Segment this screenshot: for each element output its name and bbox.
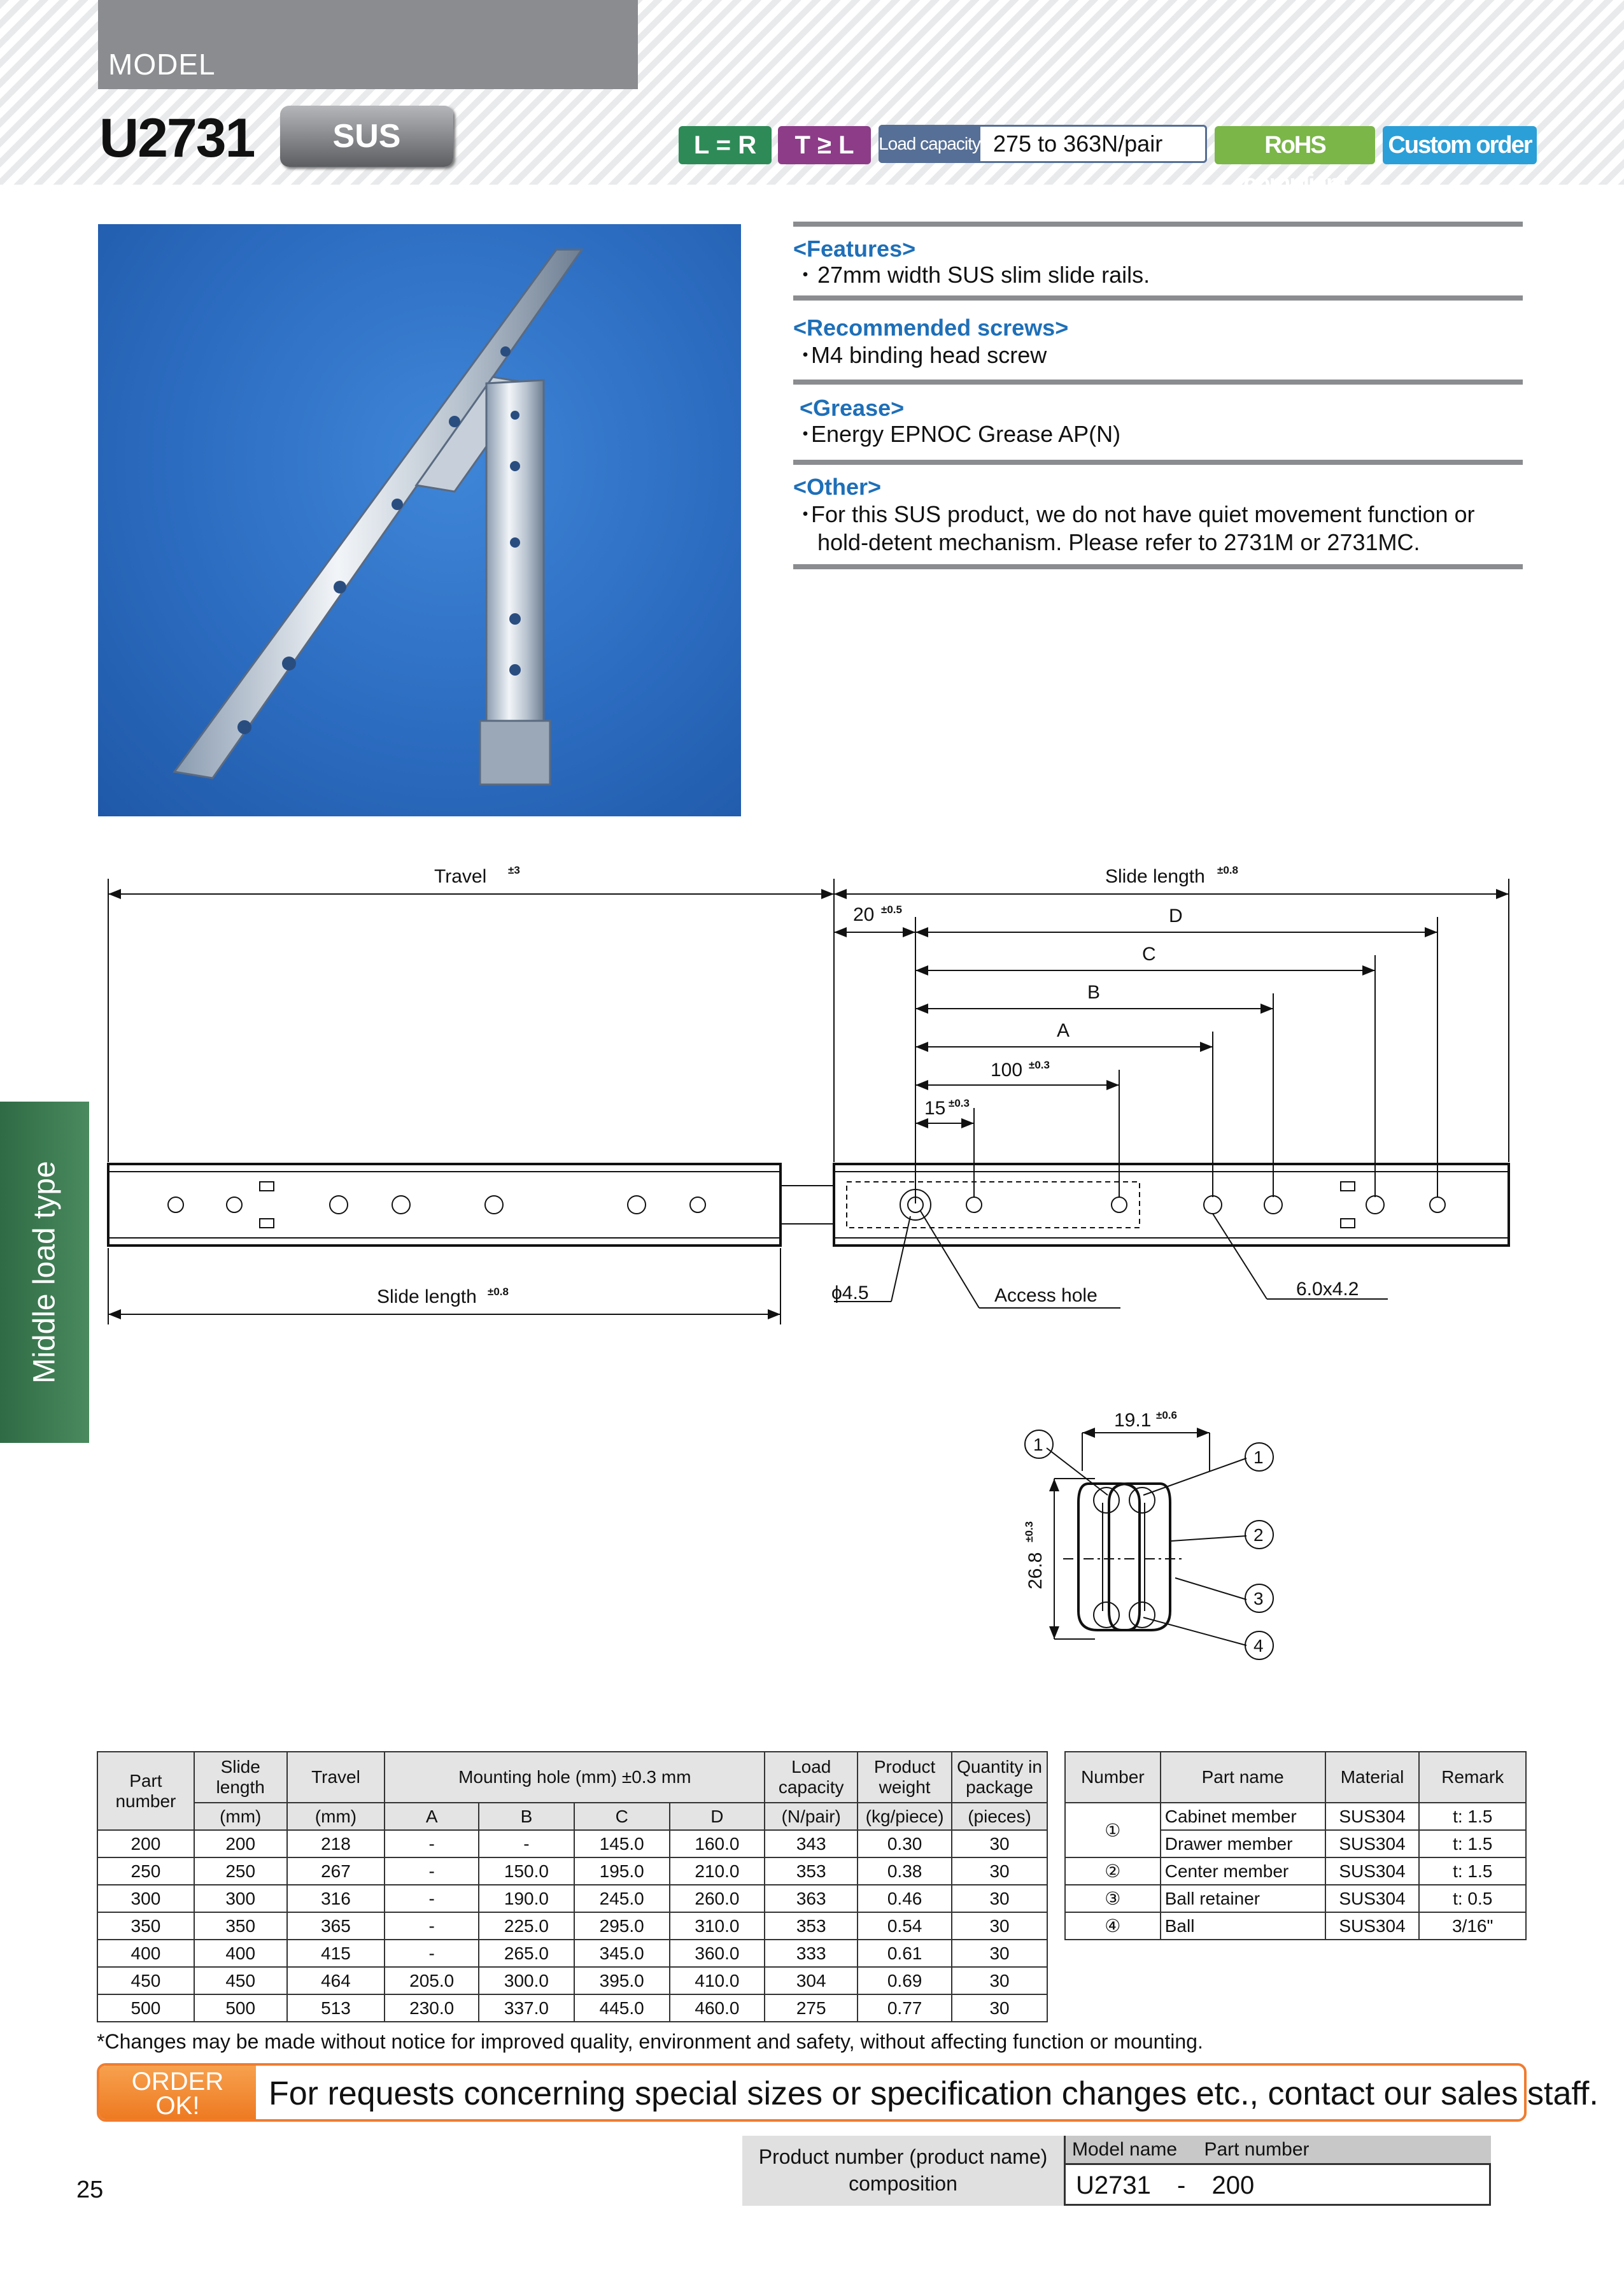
model-name-header: Model name: [1072, 2139, 1178, 2160]
table-cell: 30: [952, 1967, 1047, 1994]
separator: -: [1177, 2171, 1186, 2199]
table-cell: 145.0: [574, 1830, 670, 1857]
other-title: <Other>: [793, 474, 882, 500]
table-cell: 0.54: [858, 1912, 952, 1940]
material-badge: SUS: [280, 106, 453, 167]
th-slide-length: Slide length: [194, 1752, 287, 1803]
table-cell: 30: [952, 1994, 1047, 2022]
table-cell: 450: [97, 1967, 194, 1994]
table-cell: 267: [287, 1857, 385, 1885]
table-cell: 275: [765, 1994, 858, 2022]
dim-height-tol: ±0.3: [1023, 1521, 1035, 1542]
part-number-1: ①: [1065, 1803, 1161, 1857]
th-travel-unit: (mm): [287, 1803, 385, 1830]
table-cell: 410.0: [670, 1967, 765, 1994]
page-number: 25: [76, 2176, 104, 2203]
part-name: Cabinet member: [1161, 1803, 1325, 1830]
th-load-unit: (N/pair): [765, 1803, 858, 1830]
access-hole-label: Access hole: [994, 1285, 1098, 1306]
th-d: D: [670, 1803, 765, 1830]
dim-100: 100: [991, 1060, 1023, 1081]
table-cell: 310.0: [670, 1912, 765, 1940]
part-remark: t: 1.5: [1419, 1857, 1526, 1885]
load-capacity-label: Load capacity: [879, 125, 980, 163]
table-cell: 200: [194, 1830, 287, 1857]
th-number: Number: [1065, 1752, 1161, 1803]
grease-rule: [793, 460, 1523, 465]
dim-20-tol: ±0.5: [881, 904, 902, 916]
th-weight-unit: (kg/piece): [858, 1803, 952, 1830]
table-cell: 445.0: [574, 1994, 670, 2022]
features-top-rule: [793, 222, 1523, 227]
th-load: Load capacity: [765, 1752, 858, 1803]
table-cell: 300: [97, 1885, 194, 1912]
dim-slide-length-bottom-tol: ±0.8: [488, 1286, 509, 1298]
table-cell: 30: [952, 1912, 1047, 1940]
th-c: C: [574, 1803, 670, 1830]
table-cell: 250: [194, 1857, 287, 1885]
table-cell: 400: [194, 1940, 287, 1967]
callout-4: 4: [1253, 1636, 1264, 1656]
features-text: ･ 27mm width SUS slim slide rails.: [800, 262, 1150, 288]
table-cell: 350: [97, 1912, 194, 1940]
part-remark: t: 1.5: [1419, 1803, 1526, 1830]
table-row: [97, 1994, 1047, 2022]
part-number-header: Part number: [1204, 2139, 1310, 2160]
part-material: SUS304: [1325, 1857, 1420, 1885]
part-remark: 3/16": [1419, 1912, 1526, 1940]
dim-travel-tol: ±3: [508, 864, 520, 876]
product-photo: [98, 224, 741, 816]
part-name: Ball retainer: [1161, 1885, 1325, 1912]
table-cell: 363: [765, 1885, 858, 1912]
grease-text: ･Energy EPNOC Grease AP(N): [800, 421, 1121, 447]
th-a: A: [385, 1803, 479, 1830]
side-tab-label: Middle load type: [27, 1161, 62, 1384]
model-code: U2731: [99, 108, 255, 169]
table-cell: 395.0: [574, 1967, 670, 1994]
table-cell: 350: [194, 1912, 287, 1940]
dim-height: 26.8: [1025, 1552, 1046, 1589]
dim-15-tol: ±0.3: [949, 1097, 970, 1109]
table-cell: 0.77: [858, 1994, 952, 2022]
screws-title: <Recommended screws>: [793, 315, 1069, 341]
table-cell: 300.0: [479, 1967, 574, 1994]
part-material: SUS304: [1325, 1912, 1420, 1940]
table-cell: 360.0: [670, 1940, 765, 1967]
table-cell: 245.0: [574, 1885, 670, 1912]
table-cell: 415: [287, 1940, 385, 1967]
part-number-value: 200: [1211, 2171, 1255, 2199]
model-name-value: U2731: [1076, 2171, 1151, 2199]
other-text-1: ･For this SUS product, we do not have quiet movement function or: [800, 501, 1475, 527]
product-number-label: [742, 2136, 1066, 2206]
th-b: B: [479, 1803, 574, 1830]
dim-d: D: [1169, 905, 1183, 927]
grease-title: <Grease>: [800, 395, 905, 421]
part-name: Center member: [1161, 1857, 1325, 1885]
table-cell: 304: [765, 1967, 858, 1994]
table-cell: -: [385, 1885, 479, 1912]
table-cell: 353: [765, 1912, 858, 1940]
part-remark: t: 1.5: [1419, 1830, 1526, 1857]
product-number-label-1: Product number (product name): [758, 2145, 1048, 2168]
tag-l-equals-r: L = R: [679, 126, 772, 164]
change-notice: *Changes may be made without notice for improved quality, environment and safety, without affecting function or mounting.: [97, 2030, 1203, 2053]
table-cell: 265.0: [479, 1940, 574, 1967]
table-cell: 0.69: [858, 1967, 952, 1994]
table-cell: 295.0: [574, 1912, 670, 1940]
th-qty-unit: (pieces): [952, 1803, 1047, 1830]
table-cell: 225.0: [479, 1912, 574, 1940]
table-cell: 218: [287, 1830, 385, 1857]
rohs-badge: RoHS compliant: [1215, 126, 1375, 164]
table-cell: 160.0: [670, 1830, 765, 1857]
table-cell: 333: [765, 1940, 858, 1967]
parts-table: [1064, 1751, 1527, 1940]
table-cell: 0.46: [858, 1885, 952, 1912]
table-cell: 190.0: [479, 1885, 574, 1912]
other-text-2: hold-detent mechanism. Please refer to 2731M or 2731MC.: [817, 529, 1420, 555]
table-cell: 210.0: [670, 1857, 765, 1885]
callout-2: 2: [1253, 1525, 1264, 1545]
table-row: [97, 1912, 1047, 1940]
screws-text: ･M4 binding head screw: [800, 342, 1047, 368]
tag-t-ge-l: T ≥ L: [778, 126, 871, 164]
th-weight: Product weight: [858, 1752, 952, 1803]
table-row: [97, 1967, 1047, 1994]
th-material: Material: [1325, 1752, 1420, 1803]
table-cell: 460.0: [670, 1994, 765, 2022]
dim-b: B: [1087, 982, 1101, 1003]
slot-label: 6.0x4.2: [1296, 1279, 1359, 1300]
table-cell: 500: [194, 1994, 287, 2022]
th-mounting-hole: Mounting hole (mm) ±0.3 mm: [385, 1752, 765, 1803]
table-cell: 450: [194, 1967, 287, 1994]
load-capacity-value: 275 to 363N/pair: [993, 131, 1163, 157]
part-material: SUS304: [1325, 1885, 1420, 1912]
part-material: SUS304: [1325, 1830, 1420, 1857]
table-cell: 150.0: [479, 1857, 574, 1885]
table-cell: 30: [952, 1940, 1047, 1967]
dim-width-tol: ±0.6: [1156, 1409, 1177, 1421]
table-cell: 30: [952, 1885, 1047, 1912]
th-remark: Remark: [1419, 1752, 1526, 1803]
dim-slide-length-top-tol: ±0.8: [1217, 864, 1238, 876]
features-title: <Features>: [793, 236, 916, 262]
part-name: Ball: [1161, 1912, 1325, 1940]
dim-15: 15: [924, 1098, 946, 1119]
part-number-4: ④: [1065, 1912, 1161, 1940]
features-rule: [793, 295, 1523, 301]
spec-table: [97, 1751, 1048, 2022]
dim-slide-length-bottom: Slide length: [377, 1286, 477, 1307]
part-number-2: ②: [1065, 1857, 1161, 1885]
order-text: For requests concerning special sizes or specification changes etc., contact our sales staff.: [269, 2075, 1599, 2112]
dim-slide-length-top: Slide length: [1105, 866, 1205, 887]
th-travel: Travel: [287, 1752, 385, 1803]
table-cell: 464: [287, 1967, 385, 1994]
table-cell: 230.0: [385, 1994, 479, 2022]
other-rule: [793, 564, 1523, 569]
part-remark: t: 0.5: [1419, 1885, 1526, 1912]
table-cell: 195.0: [574, 1857, 670, 1885]
dim-c: C: [1142, 944, 1156, 965]
table-cell: 0.30: [858, 1830, 952, 1857]
table-cell: 260.0: [670, 1885, 765, 1912]
dim-a: A: [1057, 1020, 1070, 1041]
table-cell: 205.0: [385, 1967, 479, 1994]
table-row: [97, 1940, 1047, 1967]
table-cell: 300: [194, 1885, 287, 1912]
th-part-number: Part number: [97, 1752, 194, 1830]
part-number-3: ③: [1065, 1885, 1161, 1912]
table-cell: 30: [952, 1830, 1047, 1857]
part-name: Drawer member: [1161, 1830, 1325, 1857]
product-number-value: [1066, 2168, 1254, 2203]
th-qty: Quantity in package: [952, 1752, 1047, 1803]
table-cell: 30: [952, 1857, 1047, 1885]
spec-table-body: [97, 1830, 1047, 2022]
screws-rule: [793, 380, 1523, 385]
part-material: SUS304: [1325, 1803, 1420, 1830]
th-slide-length-unit: (mm): [194, 1803, 287, 1830]
table-cell: 400: [97, 1940, 194, 1967]
table-cell: -: [479, 1830, 574, 1857]
technical-drawing: [0, 828, 1624, 1681]
callout-1-right: 1: [1253, 1447, 1264, 1467]
callout-3: 3: [1253, 1589, 1264, 1608]
table-cell: 0.38: [858, 1857, 952, 1885]
table-cell: -: [385, 1857, 479, 1885]
table-cell: 345.0: [574, 1940, 670, 1967]
table-cell: -: [385, 1830, 479, 1857]
table-cell: 337.0: [479, 1994, 574, 2022]
table-cell: 500: [97, 1994, 194, 2022]
table-cell: 316: [287, 1885, 385, 1912]
order-badge: [99, 2066, 256, 2119]
dim-phi: ϕ4.5: [831, 1282, 869, 1303]
table-cell: -: [385, 1940, 479, 1967]
table-row: [97, 1830, 1047, 1857]
custom-order-badge: Custom order: [1383, 126, 1537, 164]
model-label: MODEL: [108, 48, 216, 81]
order-badge-line2: OK!: [155, 2092, 200, 2120]
table-cell: 200: [97, 1830, 194, 1857]
table-cell: 365: [287, 1912, 385, 1940]
dim-20: 20: [853, 904, 875, 925]
table-cell: 353: [765, 1857, 858, 1885]
table-cell: 343: [765, 1830, 858, 1857]
th-part-name: Part name: [1161, 1752, 1325, 1803]
product-number-label-2: composition: [849, 2172, 957, 2195]
table-cell: 513: [287, 1994, 385, 2022]
table-cell: 250: [97, 1857, 194, 1885]
callout-1-left: 1: [1033, 1435, 1043, 1454]
order-badge-line1: ORDER: [131, 2068, 224, 2096]
dim-width: 19.1: [1114, 1410, 1152, 1431]
dim-100-tol: ±0.3: [1029, 1059, 1050, 1071]
table-cell: 0.61: [858, 1940, 952, 1967]
table-cell: -: [385, 1912, 479, 1940]
product-number-header: [1066, 2136, 1491, 2165]
dim-travel: Travel: [434, 866, 487, 887]
table-row: [97, 1857, 1047, 1885]
table-row: [97, 1885, 1047, 1912]
